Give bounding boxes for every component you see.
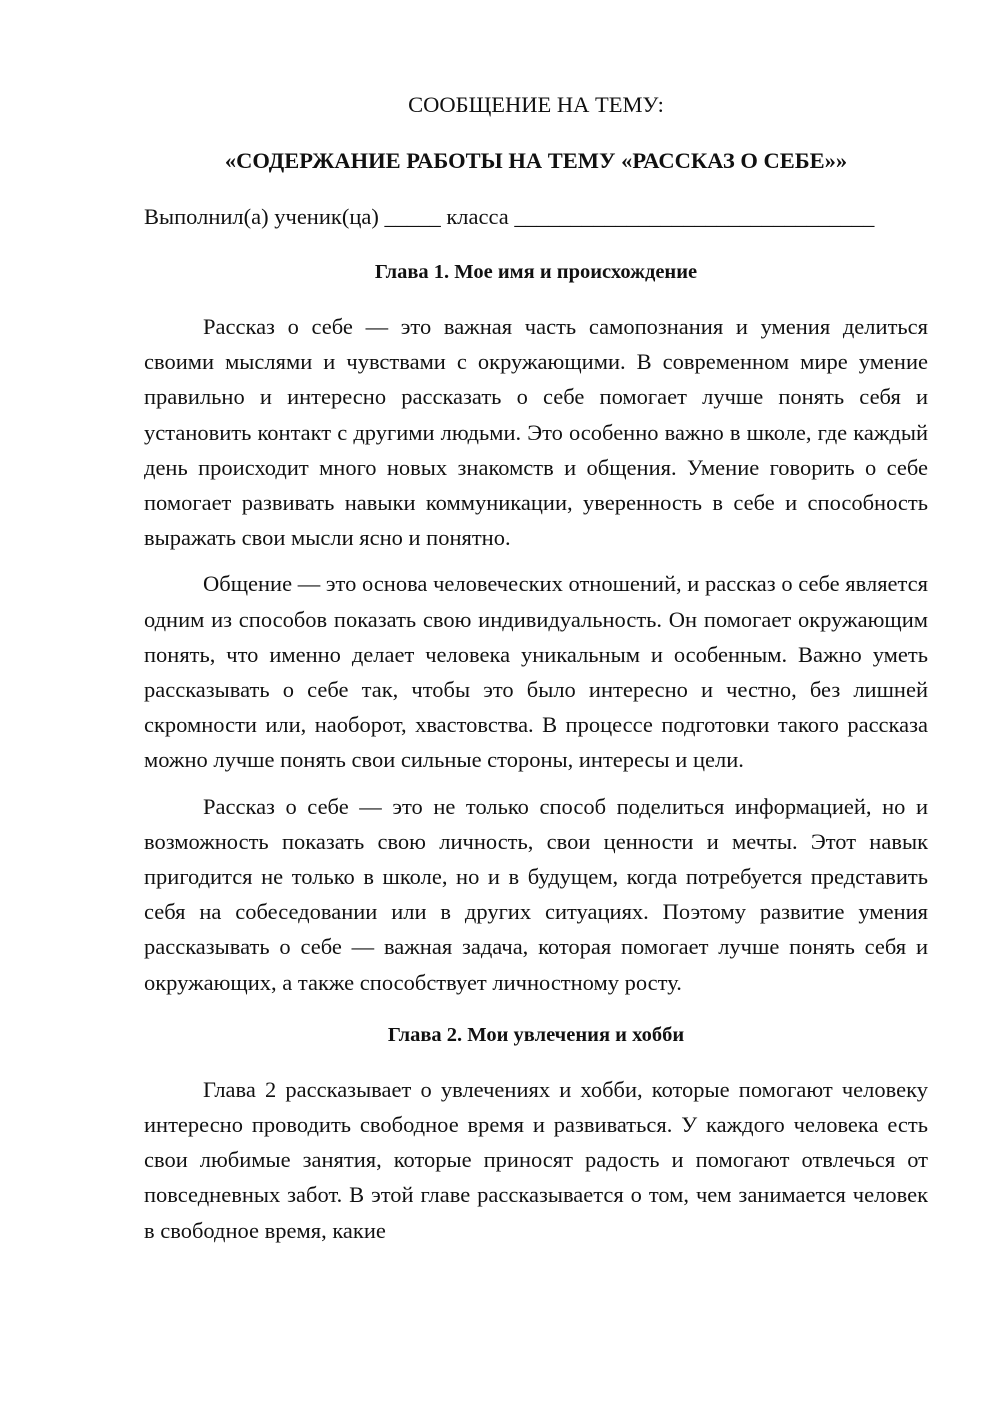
document-page (144, 88, 928, 1248)
author-line: Выполнил(а) ученик(ца) _____ класса ________________________________ (144, 204, 875, 229)
paragraph: Глава 2 рассказывает о увлечениях и хобби, которые помогают человеку интересно проводить свободное время и развиваться. У каждого человека есть свои любимые занятия, которые приносят радость и помогают отвлечься от повседневных забот. В этой главе рассказывается о том, чем занимается человек в свободное время, какие (144, 1076, 928, 1243)
chapter-2 (144, 1018, 928, 1248)
paragraph: Рассказ о себе — это не только способ поделиться информацией, но и возможность показать свою личность, свои ценности и мечты. Этот навык пригодится не только в школе, но и в будущем, когда потребуется представить себя на собеседовании или в других ситуациях. Поэтому развитие умения рассказывать о себе — важная задача, которая помогает лучше понять себя и окружающих, а также способствует личностному росту. (144, 793, 928, 995)
document-subtitle: «СОДЕРЖАНИЕ РАБОТЫ НА ТЕМУ «РАССКАЗ О СЕБЕ»» (224, 148, 848, 173)
paragraph: Общение — это основа человеческих отношений, и рассказ о себе является одним из способов показать свою индивидуальность. Он помогает окружающим понять, что именно делает человека уникальным и особенным. Важно уметь рассказывать о себе так, чтобы это было интересно и честно, без лишней скромности или, наоборот, хвастовства. В процессе подготовки такого рассказа можно лучше понять свои сильные стороны, интересы и цели. (144, 571, 928, 773)
chapter-heading: Глава 2. Мои увлечения и хобби (387, 1023, 685, 1046)
paragraph: Рассказ о себе — это важная часть самопознания и умения делиться своими мыслями и чувствами с окружающими. В современном мире умение правильно и интересно рассказать о себе помогает лучше понять себя и установить контакт с другими людьми. Это особенно важно в школе, где каждый день происходит много новых знакомств и общения. Умение говорить о себе помогает развивать навыки коммуникации, уверенность в себе и способность выражать свои мысли ясно и понятно. (144, 314, 928, 551)
chapter-1 (144, 255, 928, 1000)
document-title: СООБЩЕНИЕ НА ТЕМУ: (408, 92, 664, 117)
chapter-heading: Глава 1. Мое имя и происхождение (374, 261, 698, 283)
